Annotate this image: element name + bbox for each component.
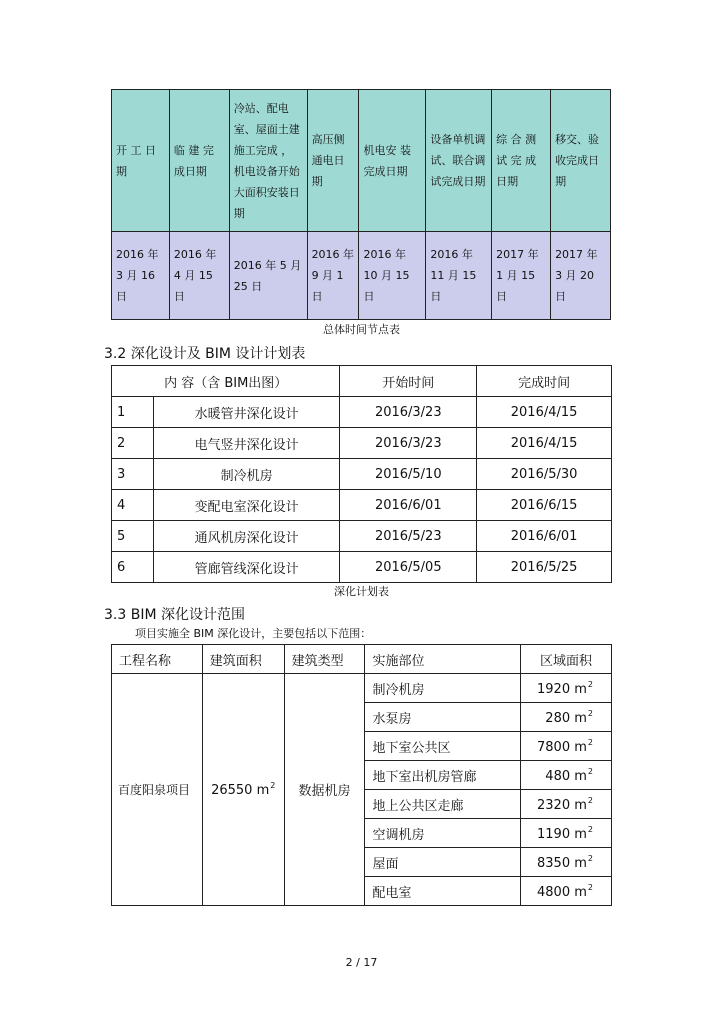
building-type: 数据机房 bbox=[284, 674, 365, 906]
scope-area bbox=[521, 703, 612, 732]
scope-part: 地上公共区走廊 bbox=[365, 790, 521, 819]
milestone-header: 冷站、配电室、屋面土建施工完成 ，机电设备开始大面积安装日期 bbox=[229, 90, 307, 232]
scope-area-value: 7800 m bbox=[537, 739, 587, 755]
scope-header: 建筑面积 bbox=[202, 645, 284, 674]
milestone-header: 开 工 日 期 bbox=[112, 90, 170, 232]
scope-part: 水泵房 bbox=[365, 703, 521, 732]
milestone-header: 临 建 完 成日期 bbox=[169, 90, 229, 232]
scope-area bbox=[521, 674, 612, 703]
scope-area bbox=[521, 761, 612, 790]
scope-part: 地下室公共区 bbox=[365, 732, 521, 761]
scope-area-value: 8350 m bbox=[537, 855, 587, 871]
plan-header-row bbox=[112, 366, 612, 397]
table-row bbox=[112, 521, 612, 552]
plan-header-start: 开始时间 bbox=[340, 366, 477, 397]
plan-row-start: 2016/5/05 bbox=[340, 552, 477, 583]
plan-row-start: 2016/6/01 bbox=[340, 490, 477, 521]
plan-row-content: 变配电室深化设计 bbox=[153, 490, 339, 521]
unit-superscript: 2 bbox=[587, 795, 593, 805]
milestone-header: 移交、验收完成日期 bbox=[551, 90, 611, 232]
unit-superscript: 2 bbox=[587, 737, 593, 747]
table-row bbox=[112, 490, 612, 521]
scope-area bbox=[521, 819, 612, 848]
plan-row-start: 2016/3/23 bbox=[340, 428, 477, 459]
table-row bbox=[112, 674, 612, 703]
table-row bbox=[112, 428, 612, 459]
scope-area-value: 480 m bbox=[545, 768, 587, 784]
building-area-value: 26550 m bbox=[211, 783, 270, 798]
plan-row-number: 6 bbox=[112, 552, 154, 583]
plan-header-end: 完成时间 bbox=[477, 366, 612, 397]
plan-row-end: 2016/5/30 bbox=[477, 459, 612, 490]
scope-area-value: 2320 m bbox=[537, 797, 587, 813]
unit-superscript: 2 bbox=[587, 766, 593, 776]
building-area bbox=[202, 674, 284, 906]
scope-part: 地下室出机房管廊 bbox=[365, 761, 521, 790]
scope-area-value: 1190 m bbox=[537, 826, 587, 842]
scope-area-value: 1920 m bbox=[537, 681, 587, 697]
table-row bbox=[112, 397, 612, 428]
plan-row-number: 5 bbox=[112, 521, 154, 552]
unit-superscript: 2 bbox=[587, 824, 593, 834]
plan-row-content: 制冷机房 bbox=[153, 459, 339, 490]
table-row bbox=[112, 552, 612, 583]
plan-caption: 深化计划表 bbox=[334, 585, 389, 598]
plan-row-end: 2016/4/15 bbox=[477, 428, 612, 459]
page-number: 2 / 17 bbox=[345, 956, 378, 969]
milestone-date: 2016 年 4 月 15 日 bbox=[169, 232, 229, 320]
milestone-header: 设备单机调试、联合调试完成日期 bbox=[426, 90, 492, 232]
milestone-date: 2017 年 3 月 20 日 bbox=[551, 232, 611, 320]
unit-superscript: 2 bbox=[587, 679, 593, 689]
scope-area bbox=[521, 790, 612, 819]
plan-row-start: 2016/5/10 bbox=[340, 459, 477, 490]
plan-row-content: 管廊管线深化设计 bbox=[153, 552, 339, 583]
project-name: 百度阳泉项目 bbox=[112, 674, 203, 906]
plan-row-end: 2016/6/15 bbox=[477, 490, 612, 521]
milestone-header: 机电安 装完成日期 bbox=[359, 90, 426, 232]
scope-area-value: 280 m bbox=[545, 710, 587, 726]
scope-intro: 项目实施全 BIM 深化设计，主要包括以下范围： bbox=[135, 627, 372, 640]
plan-row-number: 3 bbox=[112, 459, 154, 490]
scope-header: 工程名称 bbox=[112, 645, 203, 674]
milestone-caption: 总体时间节点表 bbox=[323, 323, 400, 336]
plan-row-number: 2 bbox=[112, 428, 154, 459]
unit-superscript: 2 bbox=[587, 853, 593, 863]
scope-header: 实施部位 bbox=[365, 645, 521, 674]
milestone-header: 高压侧通电日期 bbox=[307, 90, 359, 232]
table-row bbox=[112, 459, 612, 490]
plan-row-number: 1 bbox=[112, 397, 154, 428]
milestone-header-row bbox=[112, 90, 611, 232]
scope-header: 区域面积 bbox=[521, 645, 612, 674]
milestone-table bbox=[111, 89, 611, 320]
scope-part: 配电室 bbox=[365, 877, 521, 906]
milestone-date: 2016 年 5 月 25 日 bbox=[229, 232, 307, 320]
plan-row-number: 4 bbox=[112, 490, 154, 521]
milestone-value-row bbox=[112, 232, 611, 320]
scope-area-value: 4800 m bbox=[537, 884, 587, 900]
section-plan-heading: 3.2 深化设计及 BIM 设计计划表 bbox=[104, 346, 306, 362]
unit-superscript: 2 bbox=[587, 882, 593, 892]
plan-row-content: 水暖管井深化设计 bbox=[153, 397, 339, 428]
plan-row-start: 2016/3/23 bbox=[340, 397, 477, 428]
section-scope-heading: 3.3 BIM 深化设计范围 bbox=[104, 607, 245, 623]
plan-row-content: 通风机房深化设计 bbox=[153, 521, 339, 552]
plan-row-end: 2016/6/01 bbox=[477, 521, 612, 552]
scope-area bbox=[521, 877, 612, 906]
milestone-date: 2016 年 3 月 16 日 bbox=[112, 232, 170, 320]
scope-part: 制冷机房 bbox=[365, 674, 521, 703]
scope-area bbox=[521, 732, 612, 761]
milestone-date: 2016 年 11 月 15 日 bbox=[426, 232, 492, 320]
scope-part: 空调机房 bbox=[365, 819, 521, 848]
plan-row-start: 2016/5/23 bbox=[340, 521, 477, 552]
milestone-date: 2017 年 1 月 15 日 bbox=[492, 232, 551, 320]
scope-header-row bbox=[112, 645, 612, 674]
milestone-header: 综 合 测 试 完 成日期 bbox=[492, 90, 551, 232]
design-plan-table bbox=[111, 365, 612, 583]
plan-row-end: 2016/5/25 bbox=[477, 552, 612, 583]
plan-header-content: 内 容（含 BIM出图） bbox=[112, 366, 340, 397]
scope-part: 屋面 bbox=[365, 848, 521, 877]
bim-scope-table bbox=[111, 644, 612, 906]
plan-row-content: 电气竖井深化设计 bbox=[153, 428, 339, 459]
scope-header: 建筑类型 bbox=[284, 645, 365, 674]
unit-superscript: 2 bbox=[587, 708, 593, 718]
scope-area bbox=[521, 848, 612, 877]
milestone-date: 2016 年 10 月 15 日 bbox=[359, 232, 426, 320]
unit-superscript: 2 bbox=[270, 781, 276, 790]
milestone-date: 2016 年 9 月 1 日 bbox=[307, 232, 359, 320]
plan-row-end: 2016/4/15 bbox=[477, 397, 612, 428]
